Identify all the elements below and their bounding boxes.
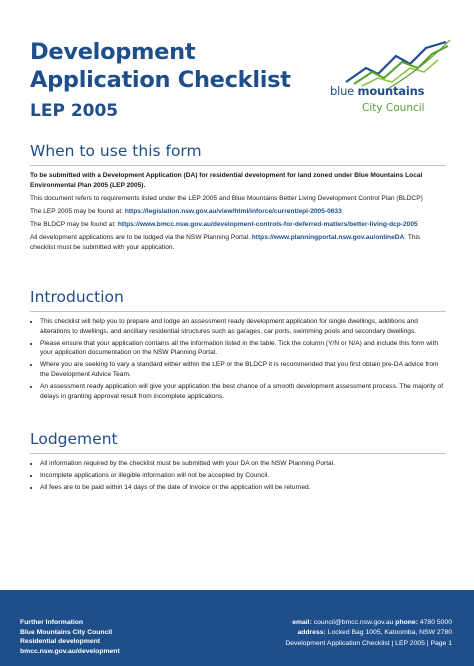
divider bbox=[30, 453, 446, 454]
footer-url[interactable]: bmcc.nsw.gov.au/development bbox=[20, 647, 120, 655]
list-item: • All fees are to be paid within 14 days of the date of invoice or the application will be returned. bbox=[40, 483, 446, 493]
section-when-to-use bbox=[30, 142, 446, 256]
section-heading-introduction: Introduction bbox=[30, 288, 124, 306]
footer-contact-left bbox=[20, 618, 120, 656]
logo-wordmark: blue mountains bbox=[330, 84, 425, 98]
section-heading-when: When to use this form bbox=[30, 142, 202, 160]
list-item: • An assessment ready application will give your application the best chance of a smooth development assessment process. The majority of delays in granting approval result from incomplete applications. bbox=[40, 382, 446, 401]
footer-page-line: Development Application Checklist | LEP 2005 | Page 1 bbox=[285, 640, 452, 647]
logo-council-text: City Council bbox=[362, 102, 425, 114]
divider bbox=[30, 165, 446, 166]
list-item: • This checklist will help you to prepare and lodge an assessment ready development application for single dwellings, additions and alterations to dwellings, and ancillary residential structures such as garages, car ports, swimming pools and secondary dwellings. bbox=[40, 317, 446, 336]
footer-dept: Residential development bbox=[20, 638, 101, 645]
title-block bbox=[30, 38, 330, 122]
section-heading-lodgement: Lodgement bbox=[30, 430, 118, 448]
footer-org: Blue Mountains City Council bbox=[20, 628, 113, 636]
title-line-2: Application Checklist bbox=[30, 67, 291, 93]
footer-heading: Further Information bbox=[20, 619, 84, 626]
refers-text: This document refers to requirements listed under the LEP 2005 and Blue Mountains Better Living Development Control Plan (BLDCP) bbox=[30, 194, 423, 202]
intro-list bbox=[30, 317, 446, 401]
bldcp-location: The BLDCP may be found at: https://www.bmcc.nsw.gov.au/development-controls-for-deferred-matters/better-living-dcp-2005 bbox=[30, 220, 418, 228]
footer-contact-right bbox=[285, 618, 452, 649]
council-logo bbox=[326, 38, 452, 128]
list-item: • Please ensure that your application contains all the information listed in the table. Tick the column (Y/N or N/A) and include this form with your application documentation on the NSW Planning Portal. bbox=[40, 339, 446, 358]
section-lodgement bbox=[30, 430, 446, 495]
footer-email-phone: email: council@bmcc.nsw.gov.au phone: 4780 5000 bbox=[292, 619, 452, 626]
page-subtitle: LEP 2005 bbox=[30, 101, 119, 121]
intro-bold-text: To be submitted with a Development Application (DA) for residential development for land zoned under Blue Mountains Local Environmental Plan 2005 (LEP 2005). bbox=[30, 172, 423, 189]
email-link[interactable]: council@bmcc.nsw.gov.au bbox=[313, 619, 394, 626]
footer bbox=[0, 590, 474, 666]
section-introduction bbox=[30, 288, 446, 404]
bldcp-link[interactable]: https://www.bmcc.nsw.gov.au/development-controls-for-deferred-matters/better-living-dcp-2005 bbox=[117, 220, 418, 228]
divider bbox=[30, 311, 446, 312]
title-line-1: Development bbox=[30, 39, 196, 65]
portal-text: All development applications are to be lodged via the NSW Planning Portal. https://www.planningportal.nsw.gov.au/onlineDA. This checklist must be submitted with your application. bbox=[30, 233, 421, 251]
lodgement-list bbox=[30, 459, 446, 493]
phone-number: 4780 5000 bbox=[419, 619, 452, 626]
footer-address: address: Locked Bag 1005, Katoomba, NSW 2780 bbox=[297, 628, 452, 636]
lep-location: The LEP 2005 may be found at: https://legislation.nsw.gov.au/view/html/inforce/current/epi-2005-0633 bbox=[30, 207, 342, 215]
list-item: • Where you are seeking to vary a standard either within the LEP or the BLDCP it is recommended that you first obtain pre-DA advice from the Development Advice Team. bbox=[40, 360, 446, 379]
list-item: • Incomplete applications or illegible information will not be accepted by Council. bbox=[40, 471, 446, 481]
planning-portal-link[interactable]: https://www.planningportal.nsw.gov.au/onlineDA bbox=[251, 233, 405, 241]
list-item: • All information required by the checklist must be submitted with your DA on the NSW Planning Portal. bbox=[40, 459, 446, 469]
lep-link[interactable]: https://legislation.nsw.gov.au/view/html/inforce/current/epi-2005-0633 bbox=[124, 207, 342, 215]
page-title bbox=[30, 38, 330, 94]
